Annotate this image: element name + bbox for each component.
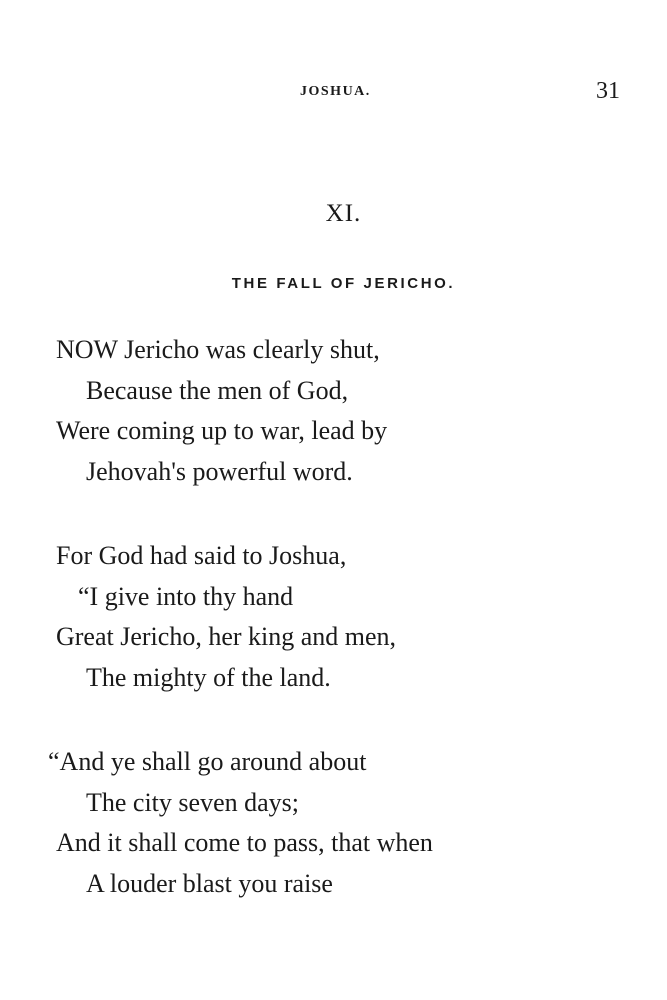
stanza-2: [56, 536, 636, 698]
running-head: [0, 78, 667, 108]
running-title: JOSHUA.: [300, 84, 371, 99]
poem-line: “I give into thy hand: [78, 581, 294, 611]
poem-line: “And ye shall go around about: [48, 747, 367, 776]
poem: [48, 330, 636, 948]
stanza-3: [48, 742, 636, 904]
poem-line: Great Jericho, her king and men,: [56, 622, 397, 651]
poem-line: Because the men of God,: [86, 375, 349, 405]
chapter-title: THE FALL OF JERICHO.: [231, 275, 456, 292]
poem-line: A louder blast you raise: [86, 868, 333, 898]
poem-line: And it shall come to pass, that when: [56, 828, 433, 857]
poem-line: The mighty of the land.: [86, 662, 331, 692]
poem-line: NOW Jericho was clearly shut,: [56, 335, 380, 364]
poem-line: Were coming up to war, lead by: [56, 416, 388, 445]
poem-line: For God had said to Joshua,: [56, 541, 347, 570]
page-number: 31: [596, 78, 620, 104]
poem-line: The city seven days;: [86, 787, 299, 817]
poem-line: Jehovah's powerful word.: [86, 456, 353, 486]
chapter-number: XI.: [325, 200, 362, 227]
stanza-1: [56, 330, 636, 492]
